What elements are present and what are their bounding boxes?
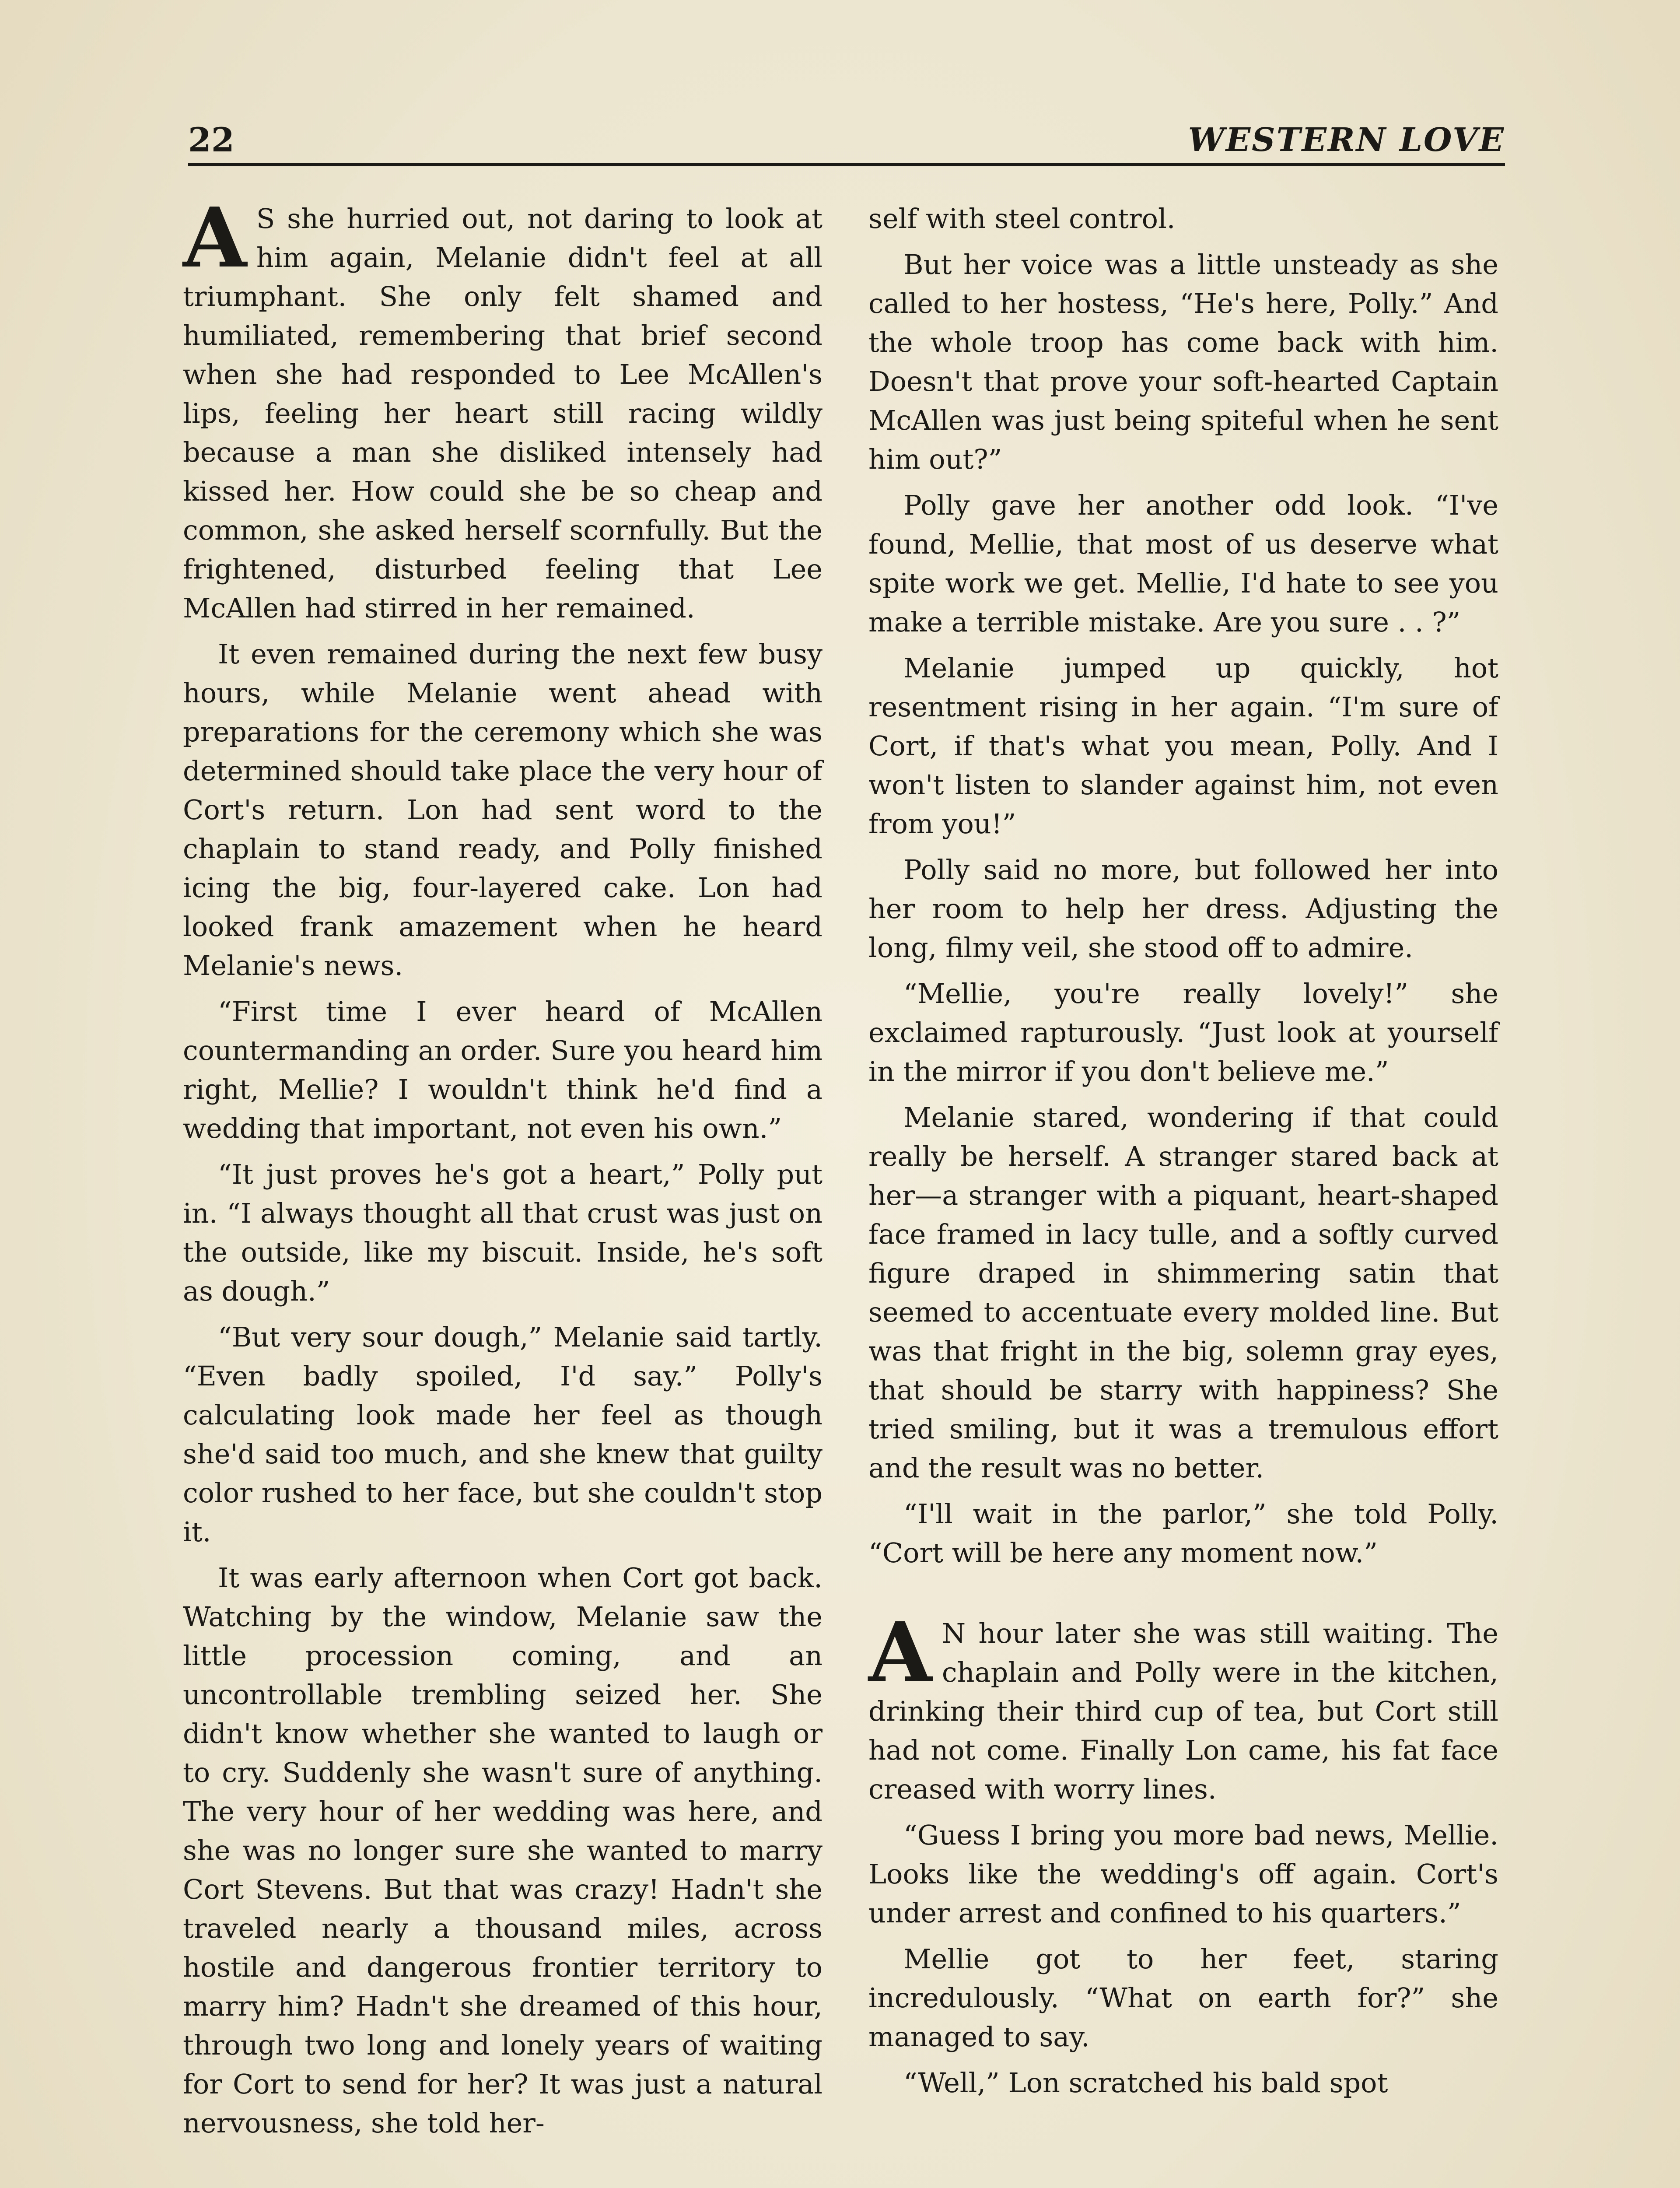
paragraph [868,486,1498,642]
page-number: 22 [188,120,234,159]
paragraph-text: “First time I ever heard of McAllen countermanding an order. Sure you heard him right, Mellie? I wouldn't think he'd find a wedding that important, not even his own.” [183,996,822,1144]
paragraph-text: “Mellie, you're really lovely!” she exclaimed rapturously. “Just look at yourself in the mirror if you don't believe me.” [868,978,1498,1087]
paragraph-text: Polly gave her another odd look. “I've found, Mellie, that most of us deserve what spite work we get. Mellie, I'd hate to see you make a terrible mistake. Are you sure . . ?” [868,489,1498,638]
paragraph [868,199,1498,238]
paragraph [868,1494,1498,1572]
header-rule [188,163,1505,166]
paragraph-text: S she hurried out, not daring to look at him again, Melanie didn't feel at all triumphant. She only felt shamed and humiliated, remembering that brief second when she had responded to Lee McAllen's lips, feeling her heart still racing wildly because a man she disliked intensely had kissed her. How could she be so cheap and common, she asked herself scornfully. But the frightened, disturbed feeling that Lee McAllen had stirred in her remained. [183,203,822,624]
paragraph-text: Polly said no more, but followed her into her room to help her dress. Adjusting the long, filmy veil, she stood off to admire. [868,854,1498,964]
paragraph-text: It even remained during the next few busy hours, while Melanie went ahead with preparations for the ceremony which she was determined should take place the very hour of Cort's return. Lon had sent word to the chaplain to stand ready, and Polly finished icing the big, four-layered cake. Lon had looked frank amazement when he heard Melanie's news. [183,638,822,982]
paragraph-text: Mellie got to her feet, staring incredulously. “What on earth for?” she managed to say. [868,1943,1498,2053]
paragraph [868,649,1498,843]
paragraph-text: “Guess I bring you more bad news, Mellie. Looks like the wedding's off again. Cort's under arrest and confined to his quarters.” [868,1819,1498,1929]
paragraph [183,189,822,628]
paragraph [868,245,1498,479]
paragraph-text: “But very sour dough,” Melanie said tartly. “Even badly spoiled, I'd say.” Polly's calculating look made her feel as though she'd said too much, and she knew that guilty color rushed to her face, but she couldn't stop it. [183,1321,822,1548]
left-column [183,189,822,2149]
paragraph-text: N hour later she was still waiting. The chaplain and Polly were in the kitchen, drinking their third cup of tea, but Cort still had not come. Finally Lon came, his fat face creased with worry lines. [868,1617,1498,1805]
paragraph [868,1816,1498,1932]
paragraph-text: It was early afternoon when Cort got back. Watching by the window, Melanie saw the little procession coming, and an uncontrollable trembling seized her. She didn't know whether she wanted to laugh or to cry. Suddenly she wasn't sure of anything. The very hour of her wedding was here, and she was no longer sure she wanted to marry Cort Stevens. But that was crazy! Hadn't she traveled nearly a thousand miles, across hostile and dangerous frontier territory to marry him? Hadn't she dreamed of this hour, through two long and lonely years of waiting for Cort to send for her? It was just a natural nervousness, she told her- [183,1562,822,2139]
paragraph [183,1558,822,2142]
paragraph-text: Melanie jumped up quickly, hot resentment rising in her again. “I'm sure of Cort, if that's what you mean, Polly. And I won't listen to slander against him, not even from you!” [868,652,1498,840]
paragraph [183,992,822,1148]
paragraph-text: “I'll wait in the parlor,” she told Polly. “Cort will be here any moment now.” [868,1498,1498,1569]
paragraph [183,635,822,985]
paragraph [183,1155,822,1311]
page-header [188,118,1505,166]
paragraph [868,1939,1498,2056]
drop-cap: A [183,189,247,286]
paragraph-text: Melanie stared, wondering if that could really be herself. A stranger stared back at her—a stranger with a piquant, heart-shaped face framed in lacy tulle, and a softly curved figure draped in shimmering satin that seemed to accentuate every molded line. But was that fright in the big, solemn gray eyes, that should be starry with happiness? She tried smiling, but it was a tremulous effort and the result was no better. [868,1101,1498,1484]
paragraph-text: self with steel control. [868,203,1176,235]
running-head: WESTERN LOVE [1188,121,1505,159]
paragraph [868,1098,1498,1487]
paragraph-text: But her voice was a little unsteady as she called to her hostess, “He's here, Polly.” And the whole troop has come back with him. Doesn't that prove your soft-hearted Captain McAllen was just being spiteful when he sent him out?” [868,249,1498,475]
paragraph [868,2063,1498,2102]
paragraph [868,1604,1498,1809]
paragraph-text: “It just proves he's got a heart,” Polly put in. “I always thought all that crust was just on the outside, like my biscuit. Inside, he's soft as dough.” [183,1158,822,1307]
paragraph [868,850,1498,967]
drop-cap: A [868,1604,932,1701]
paragraph [183,1318,822,1551]
paragraph [868,974,1498,1091]
right-column [868,199,1498,2109]
paragraph-text: “Well,” Lon scratched his bald spot [903,2067,1388,2099]
